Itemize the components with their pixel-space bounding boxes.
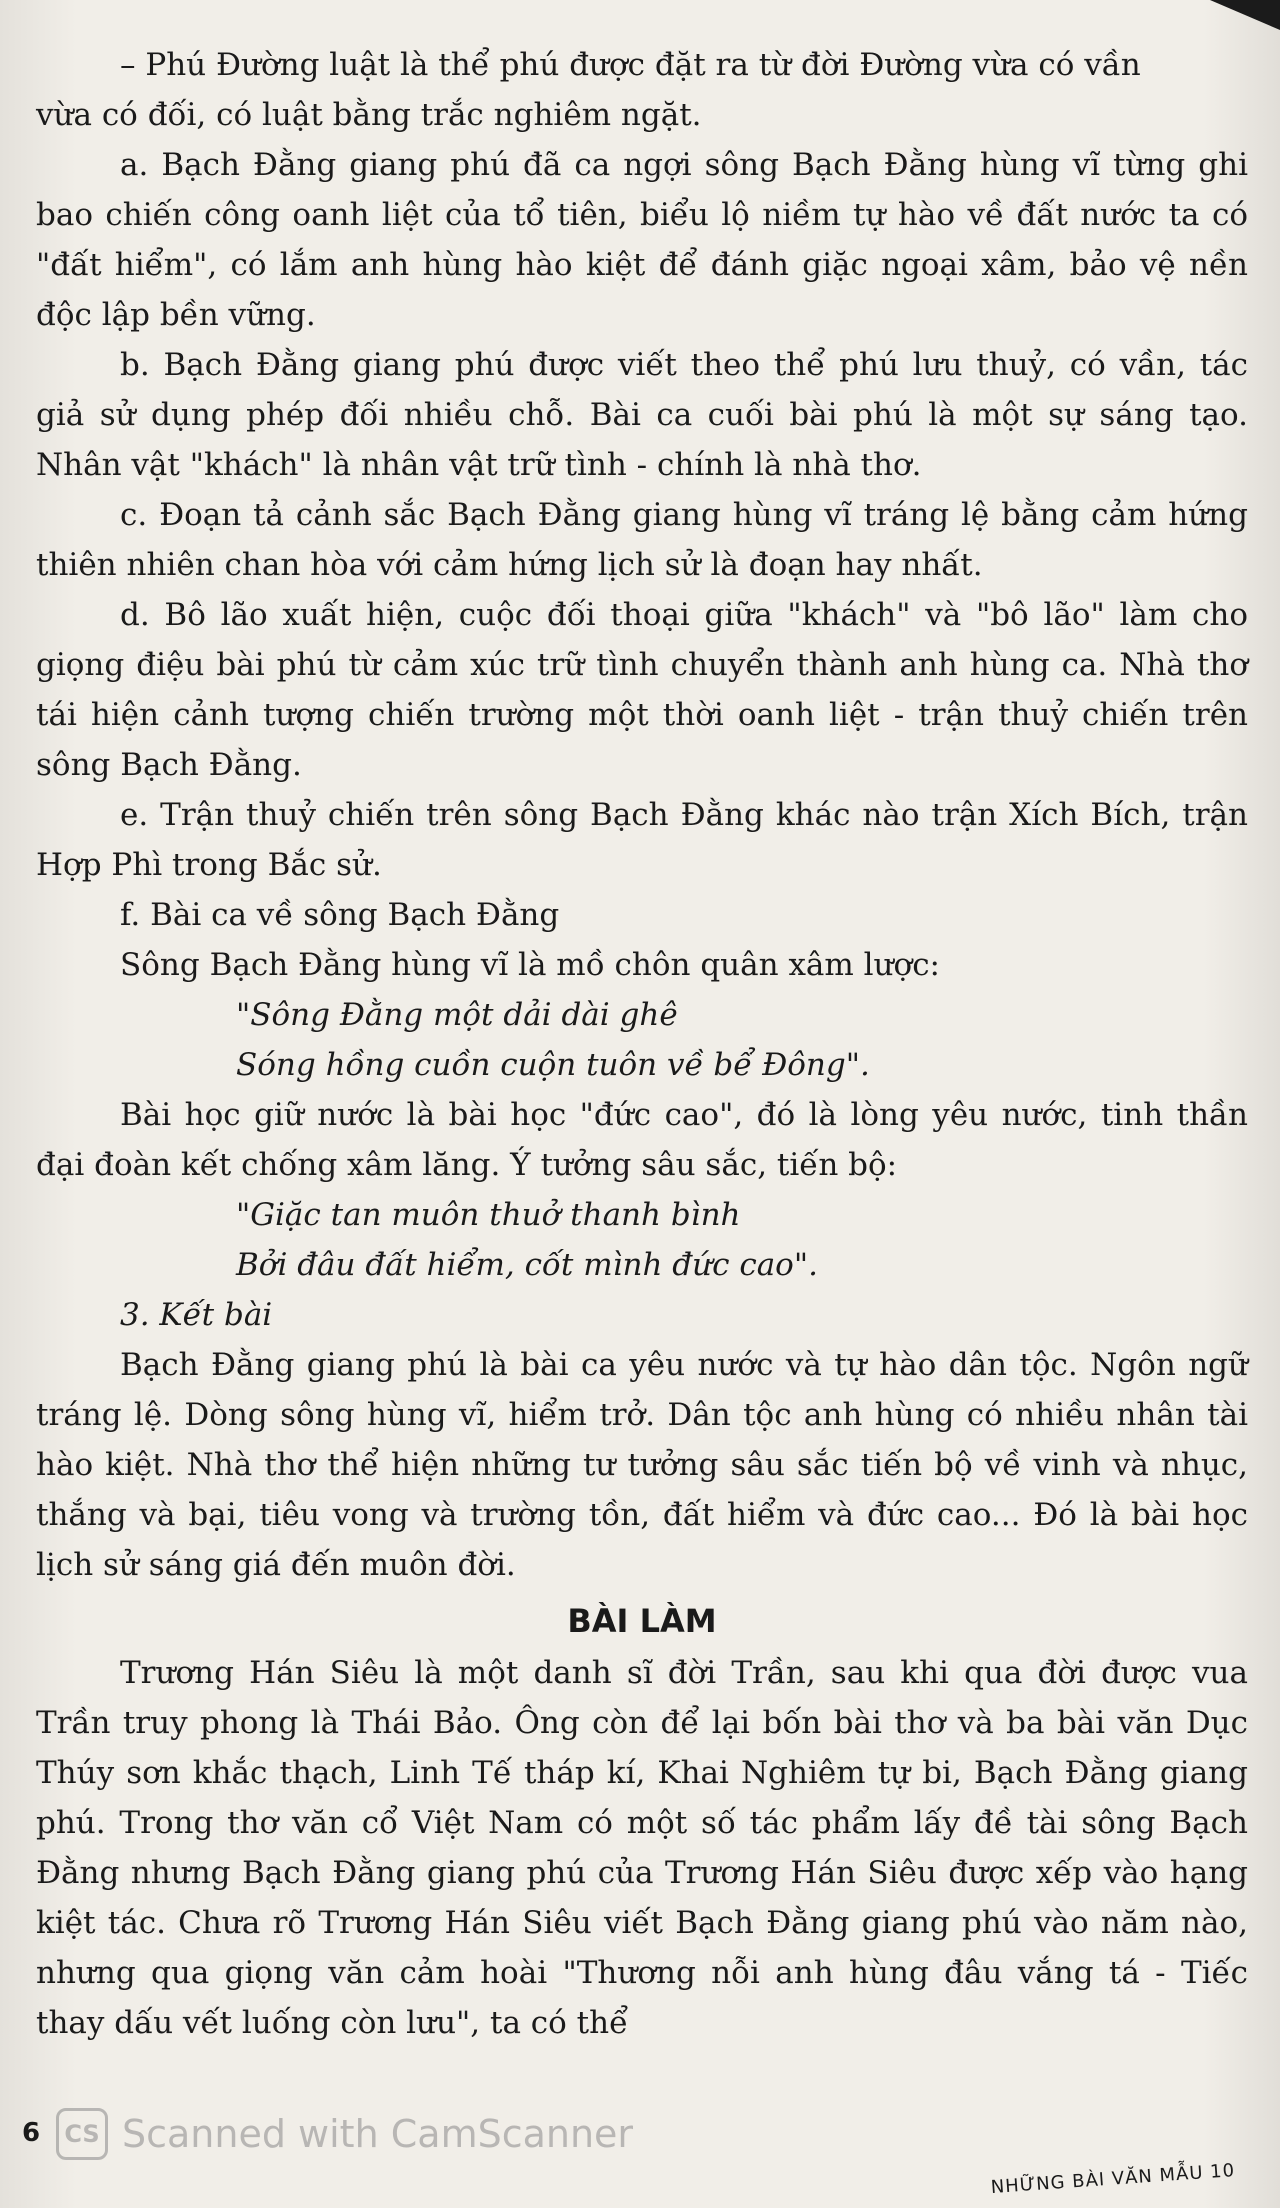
point-d: d. Bô lão xuất hiện, cuộc đối thoại giữa "khách" và "bô lão" làm cho giọng điệu bài phú từ cảm xúc trữ tình chuyển thành anh hùng ca. Nhà thơ tái hiện cảnh tượng chiến trường một thời oanh liệt - trận thuỷ chiến trên sông Bạch Đằng.	[36, 597, 1248, 783]
camscanner-logo-icon: CS	[56, 2108, 108, 2160]
camscanner-watermark	[56, 2108, 633, 2160]
point-c: c. Đoạn tả cảnh sắc Bạch Đằng giang hùng vĩ tráng lệ bằng cảm hứng thiên nhiên chan hòa với cảm hứng lịch sử là đoạn hay nhất.	[36, 497, 1248, 583]
page-text	[36, 40, 1248, 2048]
ketbai-title: 3. Kết bài	[120, 1297, 273, 1333]
intro-line: – Phú Đường luật là thể phú được đặt ra từ đời Đường vừa có vần	[120, 47, 1141, 83]
lesson-paragraph: Bài học giữ nước là bài học "đức cao", đó là lòng yêu nước, tinh thần đại đoàn kết chống xâm lăng. Ý tưởng sâu sắc, tiến bộ:	[36, 1097, 1248, 1183]
point-f: f. Bài ca về sông Bạch Đằng	[120, 897, 560, 933]
point-e: e. Trận thuỷ chiến trên sông Bạch Đằng khác nào trận Xích Bích, trận Hợp Phì trong Bắc sử.	[36, 797, 1248, 883]
watermark-text: Scanned with CamScanner	[122, 2112, 634, 2156]
point-f-line: Sông Bạch Đằng hùng vĩ là mồ chôn quân xâm lược:	[120, 947, 941, 983]
page-corner-shadow	[1210, 0, 1280, 30]
series-title: NHỮNG BÀI VĂN MẪU 10	[990, 2160, 1236, 2199]
poem-1-line-1: "Sông Đằng một dải dài ghê	[236, 997, 678, 1033]
section-heading: BÀI LÀM	[567, 1602, 717, 1640]
poem-1-line-2: Sóng hồng cuồn cuộn tuôn về bể Đông".	[236, 1047, 870, 1083]
essay-paragraph: Trương Hán Siêu là một danh sĩ đời Trần, sau khi qua đời được vua Trần truy phong là Thái Bảo. Ông còn để lại bốn bài thơ và ba bài văn Dục Thúy sơn khắc thạch, Linh Tế tháp kí, Khai Nghiêm tự bi, Bạch Đằng giang phú. Trong thơ văn cổ Việt Nam có một số tác phẩm lấy đề tài sông Bạch Đằng nhưng Bạch Đằng giang phú của Trương Hán Siêu được xếp vào hạng kiệt tác. Chưa rõ Trương Hán Siêu viết Bạch Đằng giang phú vào năm nào, nhưng qua giọng văn cảm hoài "Thương nỗi anh hùng đâu vắng tá - Tiếc thay dấu vết luống còn lưu", ta có thể	[36, 1655, 1248, 2041]
ketbai-paragraph: Bạch Đằng giang phú là bài ca yêu nước và tự hào dân tộc. Ngôn ngữ tráng lệ. Dòng sông hùng vĩ, hiểm trở. Dân tộc anh hùng có nhiều nhân tài hào kiệt. Nhà thơ thể hiện những tư tưởng sâu sắc tiến bộ về vinh và nhục, thắng và bại, tiêu vong và trường tồn, đất hiểm và đức cao... Đó là bài học lịch sử sáng giá đến muôn đời.	[36, 1347, 1248, 1583]
point-b: b. Bạch Đằng giang phú được viết theo thể phú lưu thuỷ, có vần, tác giả sử dụng phép đối nhiều chỗ. Bài ca cuối bài phú là một sự sáng tạo. Nhân vật "khách" là nhân vật trữ tình - chính là nhà thơ.	[36, 347, 1248, 483]
point-a: a. Bạch Đằng giang phú đã ca ngợi sông Bạch Đằng hùng vĩ từng ghi bao chiến công oanh liệt của tổ tiên, biểu lộ niềm tự hào về đất nước ta có "đất hiểm", có lắm anh hùng hào kiệt để đánh giặc ngoại xâm, bảo vệ nền độc lập bền vững.	[36, 147, 1248, 333]
poem-2-line-1: "Giặc tan muôn thuở thanh bình	[236, 1197, 741, 1233]
intro-line-2: vừa có đối, có luật bằng trắc nghiêm ngặt.	[36, 97, 702, 133]
poem-2-line-2: Bởi đâu đất hiểm, cốt mình đức cao".	[236, 1247, 818, 1283]
page-number: 6	[22, 2118, 41, 2148]
